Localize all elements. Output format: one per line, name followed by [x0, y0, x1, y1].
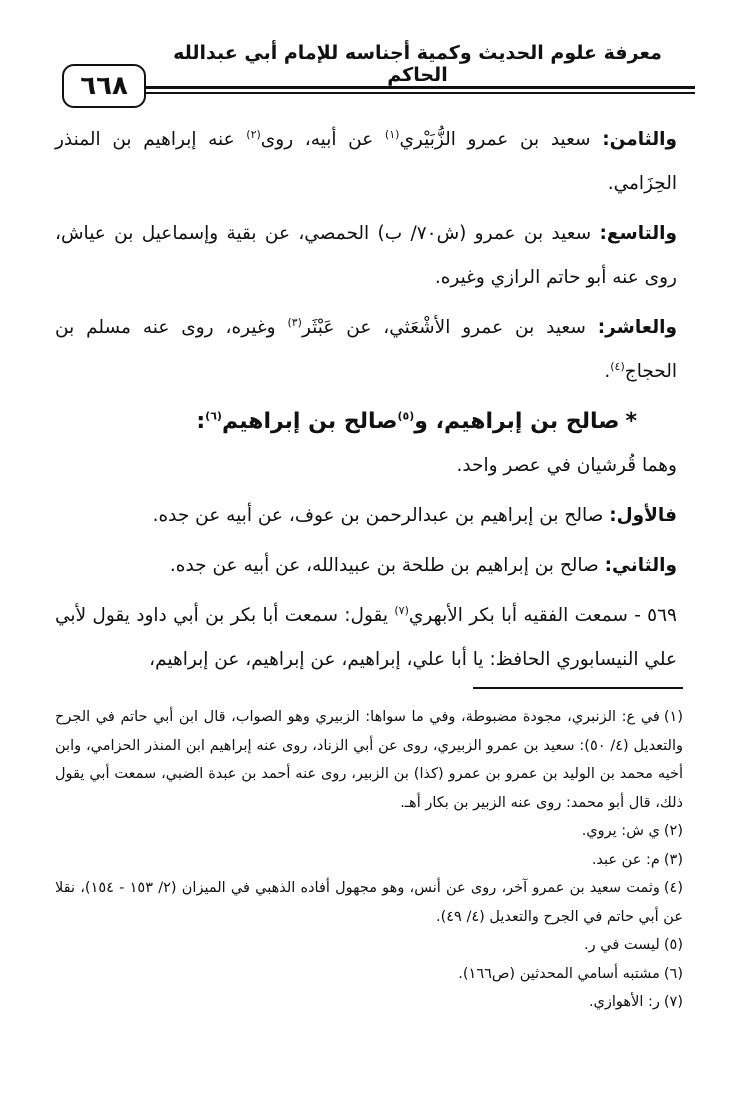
paragraph-text: . — [604, 361, 611, 382]
heading-text: : — [196, 409, 206, 434]
paragraph-first — [55, 494, 677, 538]
footnote-number: (٧) — [663, 994, 683, 1010]
paragraph-text: وهما قُرشيان في عصر واحد. — [456, 455, 677, 476]
running-title: معرفة علوم الحديث وكمية أجناسه للإمام أبي عبدالله الحاكم — [173, 42, 662, 86]
paragraph-text: صالح بن إبراهيم بن طلحة بن عبيدالله، عن أبيه عن جده. — [169, 555, 605, 576]
footnote-5 — [55, 931, 683, 960]
heading-text: صالح بن إبراهيم، و — [414, 409, 620, 434]
paragraph-text: يقول: سمعت أبا بكر بن أبي داود يقول لأبي علي النيسابوري الحافظ: يا أبا علي، إبراهيم، عن إبراهيم، عن إبراهيم، — [55, 605, 677, 670]
paragraph-intro — [55, 444, 677, 488]
paragraph-eighth — [55, 118, 677, 206]
footnote-text: في ع: الزنبري، مجودة مضبوطة، وفي ما سواها: الزبيري وهو الصواب، قال ابن أبي حاتم في الجرح والتعديل (٤/ ٥٠): سعيد بن عمرو الزبيري، روى عن أبي الزناد، روى عنه إبراهيم ابن المنذر الحزامي، وابن أخيه محمد بن الوليد بن عمرو بن عمرو (كذا) بن الزبير، روى عنه أحمد بن عبدة الضبي، سمعت أبي يقول ذلك، قال أبو محمد: روى عنه الزبير بن بكار أهـ. — [55, 709, 683, 811]
footnote-number: (٢) — [663, 823, 683, 839]
footnote-number: (٥) — [663, 937, 683, 953]
paragraph-lead: والثاني: — [604, 555, 677, 576]
header-rule-thin — [145, 92, 695, 94]
paragraph-text: سعيد بن عمرو (ش٧٠/ ب) الحمصي، عن بقية وإسماعيل بن عياش، روى عنه أبو حاتم الرازي وغيره. — [55, 223, 677, 288]
paragraph-ninth — [55, 212, 677, 300]
footnote-4 — [55, 874, 683, 931]
footnote-6 — [55, 960, 683, 989]
paragraph-text: عنه إبراهيم بن المنذر الحِزَامي. — [55, 129, 677, 194]
footnotes — [55, 703, 683, 1017]
header-rule-thick — [145, 86, 695, 89]
footnote-text: م: عن عبد. — [591, 851, 660, 868]
paragraph-text: وغيره، روى عنه مسلم بن الحجاج — [55, 317, 677, 382]
paragraph-lead: والثامن: — [602, 129, 677, 150]
footnote-text: ليست في ر. — [584, 937, 660, 953]
paragraph-text: عن أبيه، روى — [260, 129, 385, 150]
footnote-ref-3[interactable]: (٣) — [287, 315, 302, 329]
footnote-text: مشتبه أسامي المحدثين (ص١٦٦). — [458, 965, 660, 982]
footnote-ref-4[interactable]: (٤) — [610, 359, 625, 373]
footnote-ref-2[interactable]: (٢) — [246, 127, 261, 141]
paragraph-lead: والعاشر: — [597, 317, 677, 338]
paragraph-text: ٥٦٩ - سمعت الفقيه أبا بكر الأبهري — [408, 605, 677, 626]
footnote-number: (٤) — [663, 880, 684, 896]
page-header — [0, 0, 755, 110]
footnote-text: وثمت سعيد بن عمرو آخر، روى عن أنس، وهو مجهول أفاده الذهبي في الميزان (٢/ ١٥٣ - ١٥٤)، نقلا عن أبي حاتم في الجرح والتعديل (٤/ ٤٩). — [55, 880, 683, 925]
footnote-text: ي ش: يروي. — [581, 823, 660, 839]
footnote-text: ر: الأهوازي. — [588, 994, 660, 1010]
star-icon: * — [625, 409, 637, 434]
paragraph-second — [55, 544, 677, 588]
paragraph-lead: فالأول: — [609, 505, 677, 526]
footnote-ref-5[interactable]: (٥) — [397, 409, 415, 423]
paragraph-hadith-569 — [55, 594, 677, 682]
footnote-1 — [55, 703, 683, 817]
footnote-ref-7[interactable]: (٧) — [394, 603, 409, 617]
paragraph-text: سعيد بن عمرو الأشْعَثي، عن عَبْثَر — [301, 317, 598, 338]
footnote-number: (١) — [663, 709, 683, 725]
footnote-number: (٦) — [663, 965, 683, 982]
footnote-number: (٣) — [663, 851, 683, 868]
footnote-2 — [55, 817, 683, 846]
footnote-ref-1[interactable]: (١) — [384, 127, 400, 141]
footnote-3 — [55, 846, 683, 875]
heading-text: صالح بن إبراهيم — [221, 409, 398, 434]
footnote-separator — [473, 687, 683, 689]
footnote-7 — [55, 988, 683, 1017]
paragraph-text: سعيد بن عمرو الزُّبَيْري — [399, 129, 603, 150]
main-text — [55, 118, 677, 688]
paragraph-lead: والتاسع: — [599, 223, 677, 244]
footnote-ref-6[interactable]: (٦) — [205, 409, 222, 423]
paragraph-tenth — [55, 306, 677, 394]
section-heading — [55, 400, 637, 444]
page-number: ٦٦٨ — [62, 64, 146, 108]
paragraph-text: صالح بن إبراهيم بن عبدالرحمن بن عوف، عن أبيه عن جده. — [152, 505, 610, 526]
